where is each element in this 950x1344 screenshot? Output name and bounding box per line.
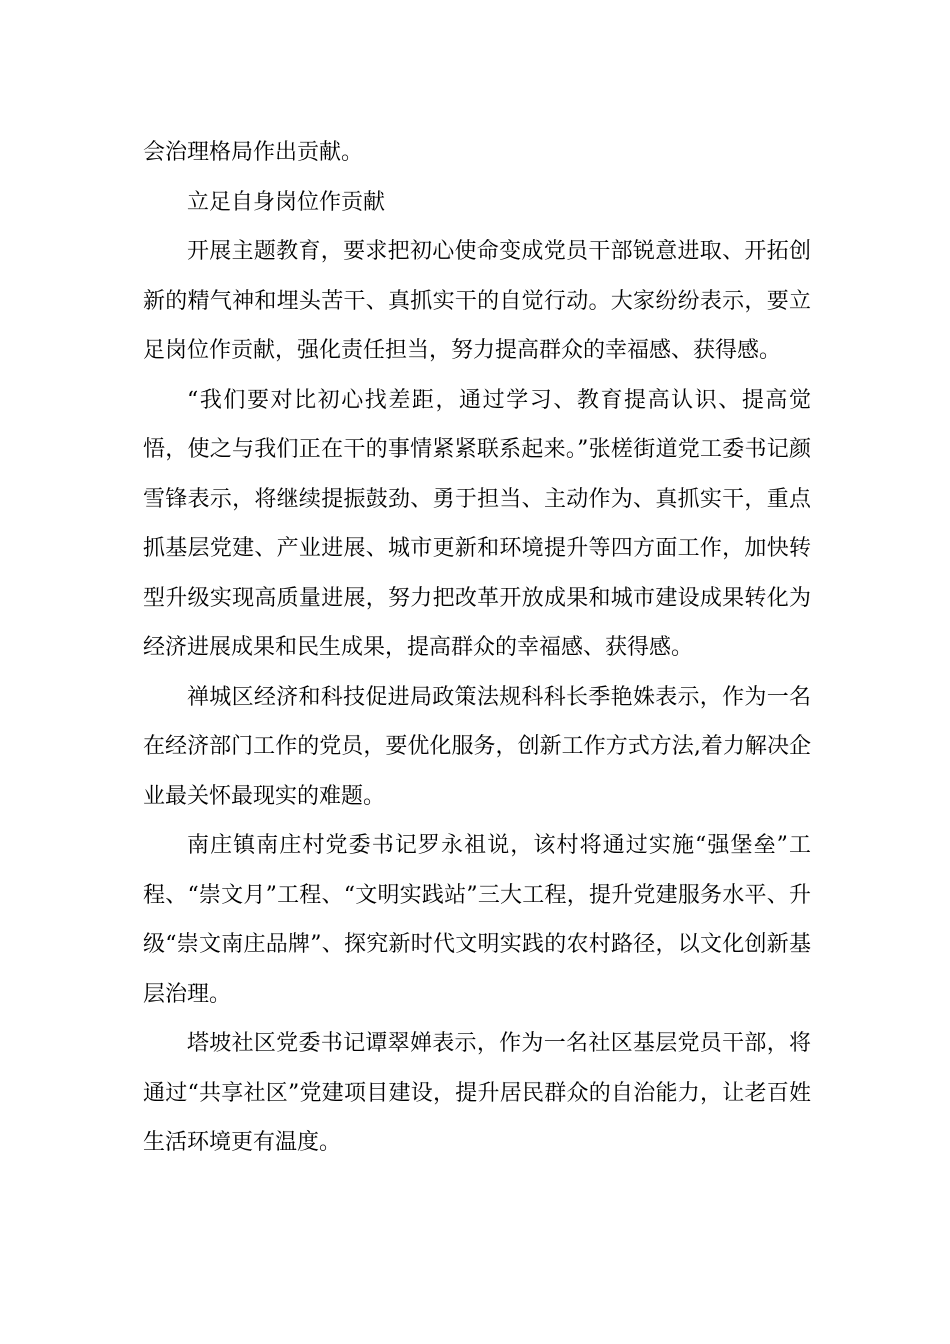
paragraph: 开展主题教育，要求把初心使命变成党员干部锐意进取、开拓创新的精气神和埋头苦干、真抓实干的自觉行动。大家纷纷表示，要立足岗位作贡献，强化责任担当，努力提高群众的幸福感、获得感。 [143, 239, 811, 363]
paragraph: “我们要对比初心找差距，通过学习、教育提高认识、提高觉悟，使之与我们正在干的事情紧紧联系起来。”张槎街道党工委书记颜雪锋表示，将继续提振鼓劲、勇于担当、主动作为、真抓实干，重点抓基层党建、产业进展、城市更新和环境提升等四方面工作，加快转型升级实现高质量进展，努力把改革开放成果和城市建设成果转化为经济进展成果和民生成果，提高群众的幸福感、获得感。 [143, 387, 811, 660]
paragraph: 南庄镇南庄村党委书记罗永祖说，该村将通过实施“强堡垒”工程、“崇文月”工程、“文明实践站”三大工程，提升党建服务水平、升级“崇文南庄品牌”、探究新时代文明实践的农村路径，以文化创新基层治理。 [143, 833, 811, 1007]
paragraph-continuation: 会治理格局作出贡献。 [143, 140, 364, 165]
document-body [143, 128, 811, 1168]
paragraph: 禅城区经济和科技促进局政策法规科科长季艳姝表示，作为一名在经济部门工作的党员，要优化服务，创新工作方式方法,着力解决企业最关怀最现实的难题。 [143, 684, 811, 809]
paragraph: 塔坡社区党委书记谭翠婵表示，作为一名社区基层党员干部，将通过“共享社区”党建项目建设，提升居民群众的自治能力，让老百姓生活环境更有温度。 [143, 1031, 811, 1155]
section-heading: 立足自身岗位作贡献 [187, 189, 386, 215]
